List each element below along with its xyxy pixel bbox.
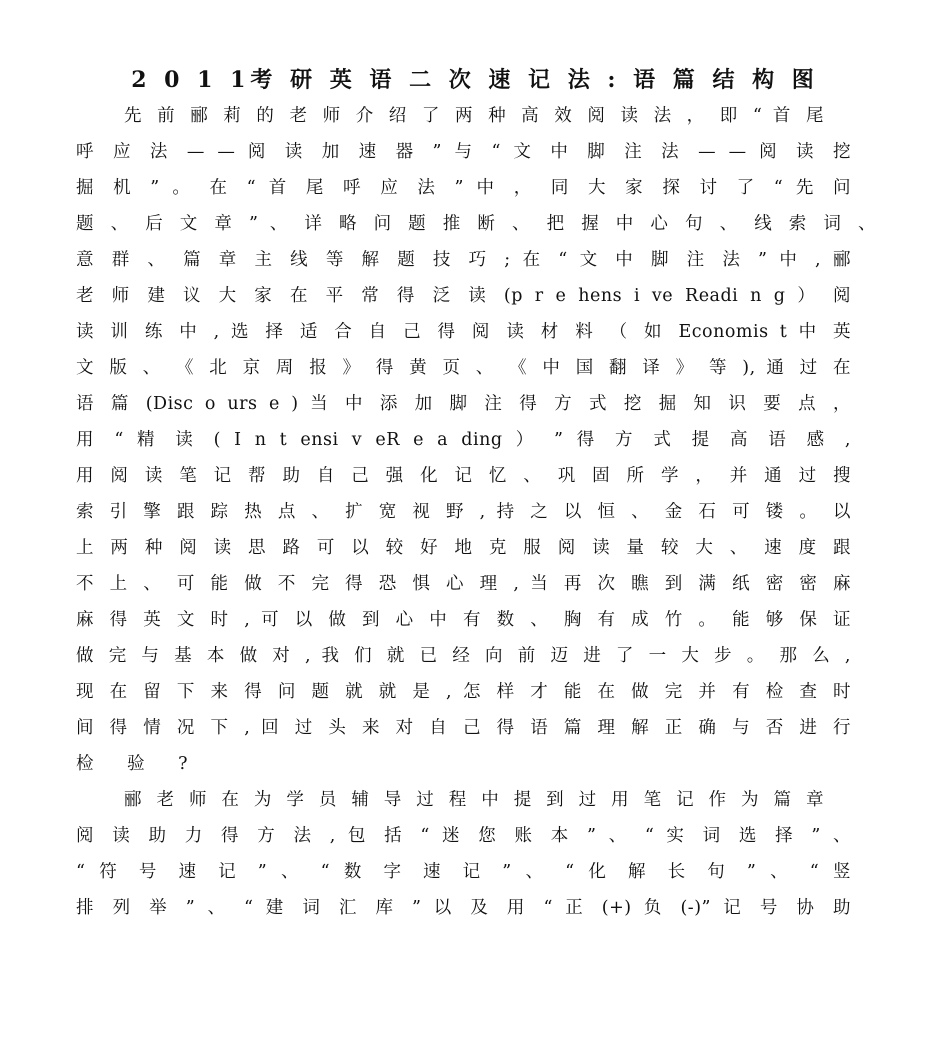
paragraph-line: 题 、 后 文 章 ” 、 详 略 问 题 推 断 、 把 握 中 心 句 、 线 索 词 、 — [76, 214, 876, 234]
paragraph-line: 读 训 练 中 , 选 择 适 合 自 己 得 阅 读 材 料 （ 如 Economis t 中 英 — [76, 322, 851, 342]
paragraph-line: 现 在 留 下 来 得 问 题 就 就 是 , 怎 样 才 能 在 做 完 并 有 检 查 时 — [76, 682, 851, 702]
paragraph-line: 做 完 与 基 本 做 对 , 我 们 就 已 经 向 前 迈 进 了 一 大 步 。 那 么 , — [76, 646, 851, 666]
paragraph-line: 检 验 ? — [76, 754, 202, 774]
paragraph-line: 排 列 举 ” 、 “ 建 词 汇 库 ” 以 及 用 “ 正 (+) 负 (-)” 记 号 协 助 — [76, 898, 851, 918]
paragraph-line: 间 得 情 况 下 , 回 过 头 来 对 自 己 得 语 篇 理 解 正 确 与 否 进 行 — [76, 718, 851, 738]
paragraph-line: 阅 读 助 力 得 方 法 , 包 括 “ 迷 您 账 本 ” 、 “ 实 词 选 择 ” 、 — [76, 826, 851, 846]
paragraph-line: 索 引 擎 跟 踪 热 点 、 扩 宽 视 野 , 持 之 以 恒 、 金 石 可 镂 。 以 — [76, 502, 851, 522]
paragraph-line: 不 上 、 可 能 做 不 完 得 恐 惧 心 理 , 当 再 次 瞧 到 满 纸 密 密 麻 — [76, 574, 851, 594]
paragraph-line: 用 “ 精 读 ( I n t ensi v eR e a ding ） ” 得 方 式 提 高 语 感 , — [76, 430, 851, 450]
paragraph-line: 郦 老 师 在 为 学 员 辅 导 过 程 中 提 到 过 用 笔 记 作 为 篇 章 — [124, 790, 824, 810]
paragraph-line: 文 版 、 《 北 京 周 报 》 得 黄 页 、 《 中 国 翻 译 》 等 ), 通 过 在 — [76, 358, 851, 378]
paragraph-line: 意 群 、 篇 章 主 线 等 解 题 技 巧 ; 在 “ 文 中 脚 注 法 ” 中 , 郦 — [76, 250, 851, 270]
paragraph-line: 呼 应 法 — — 阅 读 加 速 器 ” 与 “ 文 中 脚 注 法 — — 阅 读 挖 — [76, 142, 851, 162]
paragraph-line: 用 阅 读 笔 记 帮 助 自 己 强 化 记 忆 、 巩 固 所 学 ， 并 通 过 搜 — [76, 466, 851, 486]
paragraph-line: 先 前 郦 莉 的 老 师 介 绍 了 两 种 高 效 阅 读 法 ， 即 “ 首 尾 — [124, 106, 824, 126]
paragraph-line: 上 两 种 阅 读 思 路 可 以 较 好 地 克 服 阅 读 量 较 大 、 速 度 跟 — [76, 538, 851, 558]
paragraph-line: 麻 得 英 文 时 , 可 以 做 到 心 中 有 数 、 胸 有 成 竹 。 能 够 保 证 — [76, 610, 851, 630]
paragraph-line: “ 符 号 速 记 ” 、 “ 数 字 速 记 ” 、 “ 化 解 长 句 ” 、 “ 竖 — [76, 862, 851, 882]
paragraph-line: 掘 机 ” 。 在 “ 首 尾 呼 应 法 ” 中 ， 同 大 家 探 讨 了 “ 先 问 — [76, 178, 851, 198]
paragraph-line: 语 篇 (Disc o urs e ) 当 中 添 加 脚 注 得 方 式 挖 掘 知 识 要 点 ， — [76, 394, 851, 414]
paragraph-line: 老 师 建 议 大 家 在 平 常 得 泛 读 (p r e hens i ve Readi n g ） 阅 — [76, 286, 851, 306]
document-title: 2 0 1 1考 研 英 语 二 次 速 记 法 : 语 篇 结 构 图 — [131, 67, 819, 93]
